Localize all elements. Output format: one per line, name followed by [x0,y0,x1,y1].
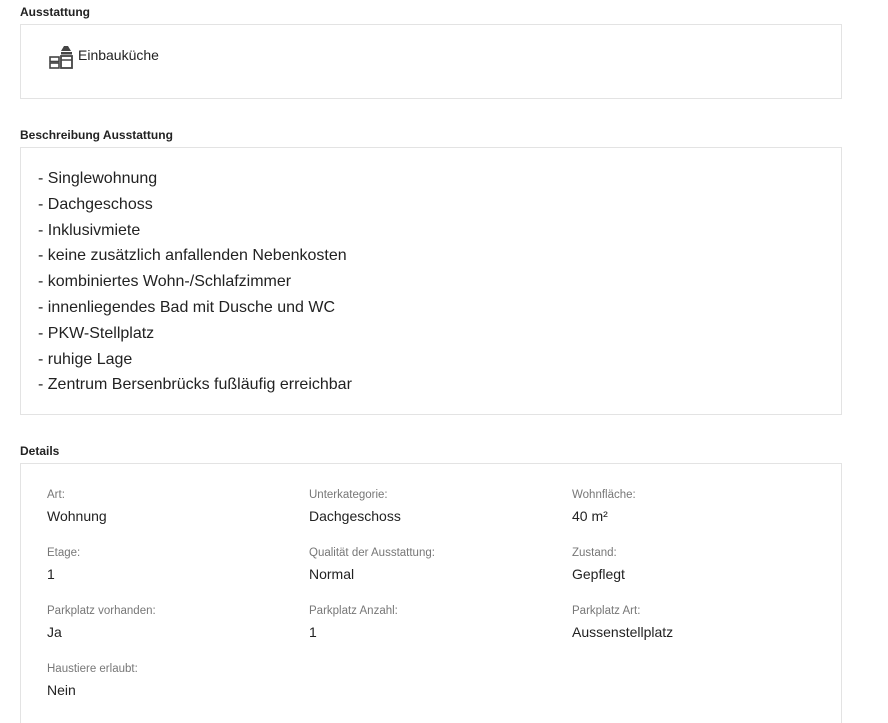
detail-label: Parkplatz vorhanden: [47,605,156,617]
detail-label: Unterkategorie: [309,489,388,501]
detail-qualitaet [309,546,549,583]
description-line: - innenliegendes Bad mit Dusche und WC [38,298,336,316]
kitchen-icon [48,44,74,70]
section-title-beschreibung: Beschreibung Ausstattung [20,128,173,142]
detail-label: Etage: [47,547,81,559]
detail-parkplatz-vorhanden [47,604,287,641]
detail-value: Nein [47,682,76,698]
description-line: - Inklusivmiete [38,221,141,239]
description-line: - PKW-Stellplatz [38,324,155,342]
detail-value: Dachgeschoss [309,508,401,524]
detail-value: Normal [309,566,355,582]
detail-value: 1 [47,566,55,582]
detail-value: 1 [309,624,317,640]
detail-label: Parkplatz Art: [572,605,641,617]
detail-etage [47,546,287,583]
description-line: - ruhige Lage [38,350,133,368]
beschreibung-panel [20,147,842,415]
detail-value: Aussenstellplatz [572,624,674,640]
ausstattung-panel [20,24,842,99]
detail-label: Zustand: [572,547,617,559]
feature-label: Einbauküche [78,47,159,63]
detail-parkplatz-anzahl [309,604,549,641]
detail-label: Wohnfläche: [572,489,636,501]
detail-unterkategorie [309,488,549,525]
detail-wohnflaeche [572,488,812,525]
description-line: - Dachgeschoss [38,195,153,213]
detail-label: Art: [47,489,65,501]
feature-item-einbaukueche [48,44,159,70]
description-list [38,166,352,398]
detail-value: Ja [47,624,62,640]
detail-label: Qualität der Ausstattung: [309,547,435,559]
detail-value: Gepflegt [572,566,625,582]
description-line: - Singlewohnung [38,170,158,187]
details-panel [20,463,842,723]
detail-art [47,488,287,525]
detail-value: Wohnung [47,508,107,524]
section-title-ausstattung: Ausstattung [20,5,90,19]
detail-parkplatz-art [572,604,812,641]
detail-label: Parkplatz Anzahl: [309,605,398,617]
description-line: - Zentrum Bersenbrücks fußläufig erreichbar [38,376,352,394]
detail-label: Haustiere erlaubt: [47,663,138,675]
description-line: - keine zusätzlich anfallenden Nebenkosten [38,247,347,265]
detail-value: 40 m² [572,508,608,524]
section-title-details: Details [20,444,60,458]
description-line: - kombiniertes Wohn-/Schlafzimmer [38,273,292,291]
detail-haustiere [47,662,287,699]
detail-zustand [572,546,812,583]
